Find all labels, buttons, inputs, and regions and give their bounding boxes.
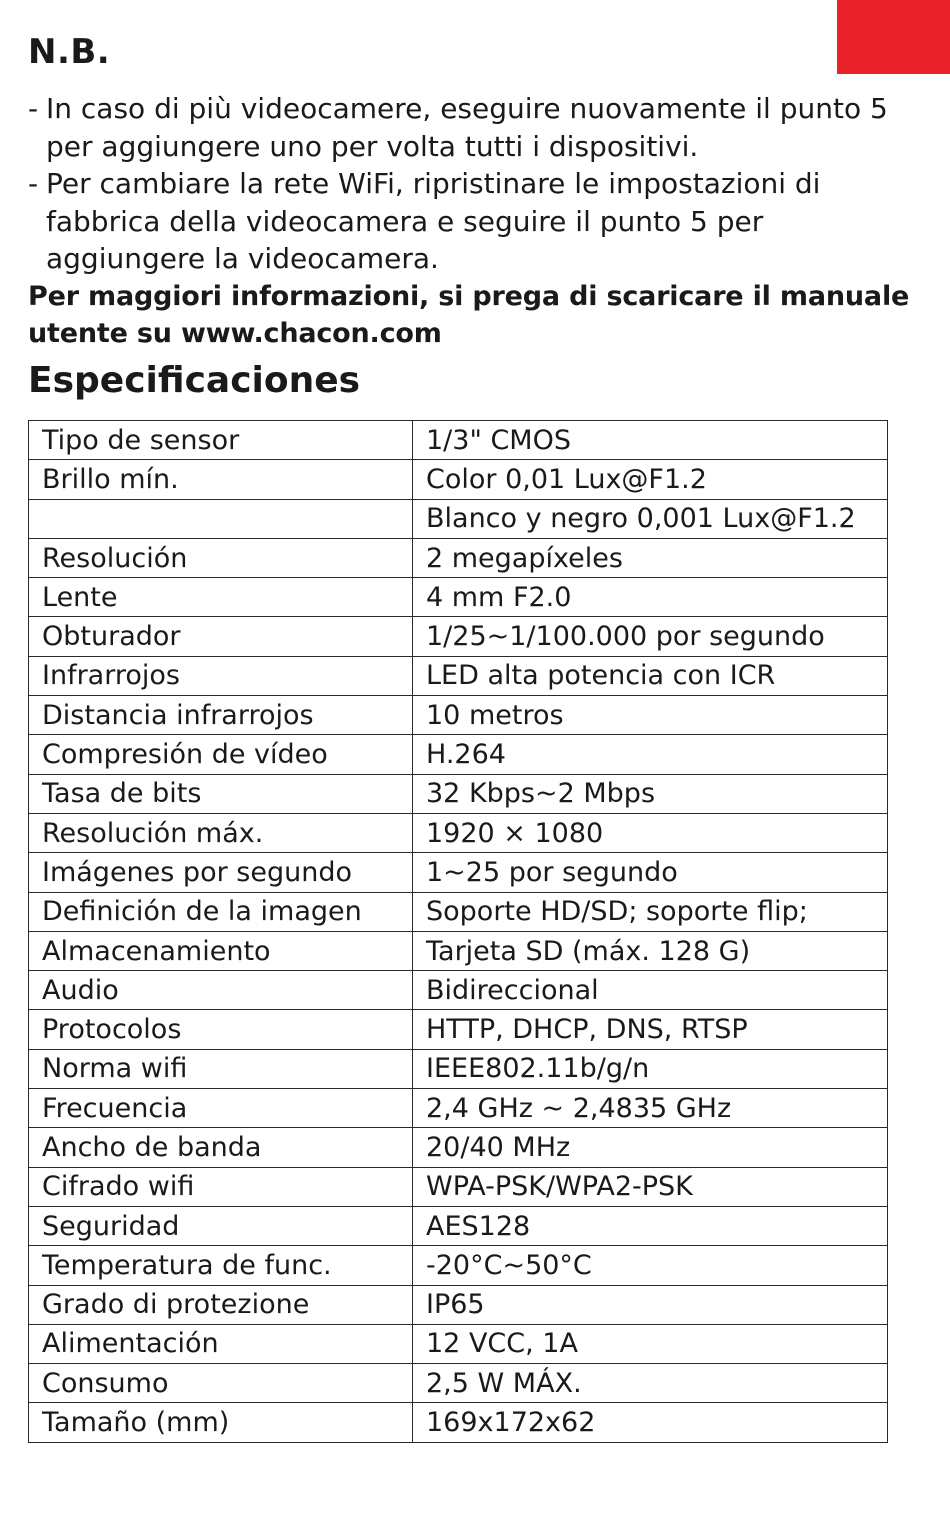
spec-label: Infrarrojos bbox=[29, 656, 413, 695]
spec-row bbox=[29, 1128, 888, 1167]
spec-label: Tasa de bits bbox=[29, 774, 413, 813]
spec-label: Audio bbox=[29, 971, 413, 1010]
spec-value: 1/3" CMOS bbox=[413, 421, 888, 460]
note-item bbox=[28, 90, 928, 165]
spec-value: Tarjeta SD (máx. 128 G) bbox=[413, 931, 888, 970]
spec-row bbox=[29, 460, 888, 499]
spec-row bbox=[29, 1167, 888, 1206]
spec-value: 1~25 por segundo bbox=[413, 853, 888, 892]
spec-row bbox=[29, 1246, 888, 1285]
spec-label: Frecuencia bbox=[29, 1089, 413, 1128]
spec-label: Tipo de sensor bbox=[29, 421, 413, 460]
spec-label: Resolución bbox=[29, 538, 413, 577]
specifications-table bbox=[28, 420, 888, 1443]
note-dash: - bbox=[28, 92, 39, 125]
spec-row bbox=[29, 1364, 888, 1403]
red-corner-tab bbox=[837, 0, 950, 74]
spec-label: Compresión de vídeo bbox=[29, 735, 413, 774]
note-dash: - bbox=[28, 167, 39, 200]
spec-label: Resolución máx. bbox=[29, 813, 413, 852]
spec-row bbox=[29, 617, 888, 656]
spec-value: HTTP, DHCP, DNS, RTSP bbox=[413, 1010, 888, 1049]
spec-label: Brillo mín. bbox=[29, 460, 413, 499]
specifications-title: Especificaciones bbox=[28, 360, 361, 401]
spec-row bbox=[29, 813, 888, 852]
note-line: aggiungere la videocamera. bbox=[46, 242, 439, 275]
spec-row bbox=[29, 1049, 888, 1088]
nb-title: N.B. bbox=[28, 32, 111, 72]
spec-row bbox=[29, 853, 888, 892]
spec-row bbox=[29, 499, 888, 538]
note-item bbox=[28, 165, 928, 278]
spec-value: Color 0,01 Lux@F1.2 bbox=[413, 460, 888, 499]
note-line: fabbrica della videocamera e seguire il punto 5 per bbox=[46, 204, 764, 238]
spec-value: LED alta potencia con ICR bbox=[413, 656, 888, 695]
spec-value: 20/40 MHz bbox=[413, 1128, 888, 1167]
spec-label: Ancho de banda bbox=[29, 1128, 413, 1167]
spec-label: Distancia infrarrojos bbox=[29, 696, 413, 735]
spec-value: IP65 bbox=[413, 1285, 888, 1324]
spec-value: WPA-PSK/WPA2-PSK bbox=[413, 1167, 888, 1206]
spec-label: Consumo bbox=[29, 1364, 413, 1403]
spec-value: 12 VCC, 1A bbox=[413, 1324, 888, 1363]
spec-label: Tamaño (mm) bbox=[29, 1403, 413, 1442]
spec-value: AES128 bbox=[413, 1206, 888, 1245]
spec-value: 1/25~1/100.000 por segundo bbox=[413, 617, 888, 656]
spec-label: Lente bbox=[29, 578, 413, 617]
spec-row bbox=[29, 931, 888, 970]
spec-row bbox=[29, 1285, 888, 1324]
note-line: Per cambiare la rete WiFi, ripristinare le impostazioni di bbox=[46, 167, 821, 200]
spec-value: Blanco y negro 0,001 Lux@F1.2 bbox=[413, 499, 888, 538]
spec-value: 4 mm F2.0 bbox=[413, 578, 888, 617]
spec-row bbox=[29, 774, 888, 813]
spec-value: 1920 × 1080 bbox=[413, 813, 888, 852]
spec-value: IEEE802.11b/g/n bbox=[413, 1049, 888, 1088]
spec-row bbox=[29, 656, 888, 695]
spec-label: Definición de la imagen bbox=[29, 892, 413, 931]
spec-value: 10 metros bbox=[413, 696, 888, 735]
spec-row bbox=[29, 971, 888, 1010]
notes-section bbox=[28, 90, 928, 353]
spec-row bbox=[29, 1403, 888, 1442]
spec-row bbox=[29, 578, 888, 617]
spec-value: H.264 bbox=[413, 735, 888, 774]
note-line: per aggiungere uno per volta tutti i dispositivi. bbox=[46, 129, 699, 163]
spec-value: -20°C~50°C bbox=[413, 1246, 888, 1285]
spec-label: Almacenamiento bbox=[29, 931, 413, 970]
spec-label: Imágenes por segundo bbox=[29, 853, 413, 892]
spec-row bbox=[29, 1010, 888, 1049]
spec-value: Soporte HD/SD; soporte flip; bbox=[413, 892, 888, 931]
spec-label: Temperatura de func. bbox=[29, 1246, 413, 1285]
spec-label: Protocolos bbox=[29, 1010, 413, 1049]
spec-value: 169x172x62 bbox=[413, 1403, 888, 1442]
spec-row bbox=[29, 538, 888, 577]
spec-row bbox=[29, 892, 888, 931]
spec-label: Seguridad bbox=[29, 1206, 413, 1245]
spec-value: 2 megapíxeles bbox=[413, 538, 888, 577]
spec-row bbox=[29, 1206, 888, 1245]
note-line: In caso di più videocamere, eseguire nuovamente il punto 5 bbox=[46, 92, 888, 125]
spec-value: 2,5 W MÁX. bbox=[413, 1364, 888, 1403]
spec-label: Alimentación bbox=[29, 1324, 413, 1363]
spec-row bbox=[29, 696, 888, 735]
spec-label: Grado di protezione bbox=[29, 1285, 413, 1324]
spec-label: Norma wifi bbox=[29, 1049, 413, 1088]
more-info-text bbox=[28, 278, 928, 353]
spec-label bbox=[29, 499, 413, 538]
spec-row bbox=[29, 1324, 888, 1363]
more-info-line: Per maggiori informazioni, si prega di scaricare il manuale bbox=[28, 280, 910, 312]
spec-label: Obturador bbox=[29, 617, 413, 656]
spec-row bbox=[29, 421, 888, 460]
spec-row bbox=[29, 1089, 888, 1128]
spec-value: 32 Kbps~2 Mbps bbox=[413, 774, 888, 813]
spec-value: Bidireccional bbox=[413, 971, 888, 1010]
spec-value: 2,4 GHz ~ 2,4835 GHz bbox=[413, 1089, 888, 1128]
more-info-line: utente su www.chacon.com bbox=[28, 318, 442, 349]
spec-label: Cifrado wifi bbox=[29, 1167, 413, 1206]
spec-row bbox=[29, 735, 888, 774]
